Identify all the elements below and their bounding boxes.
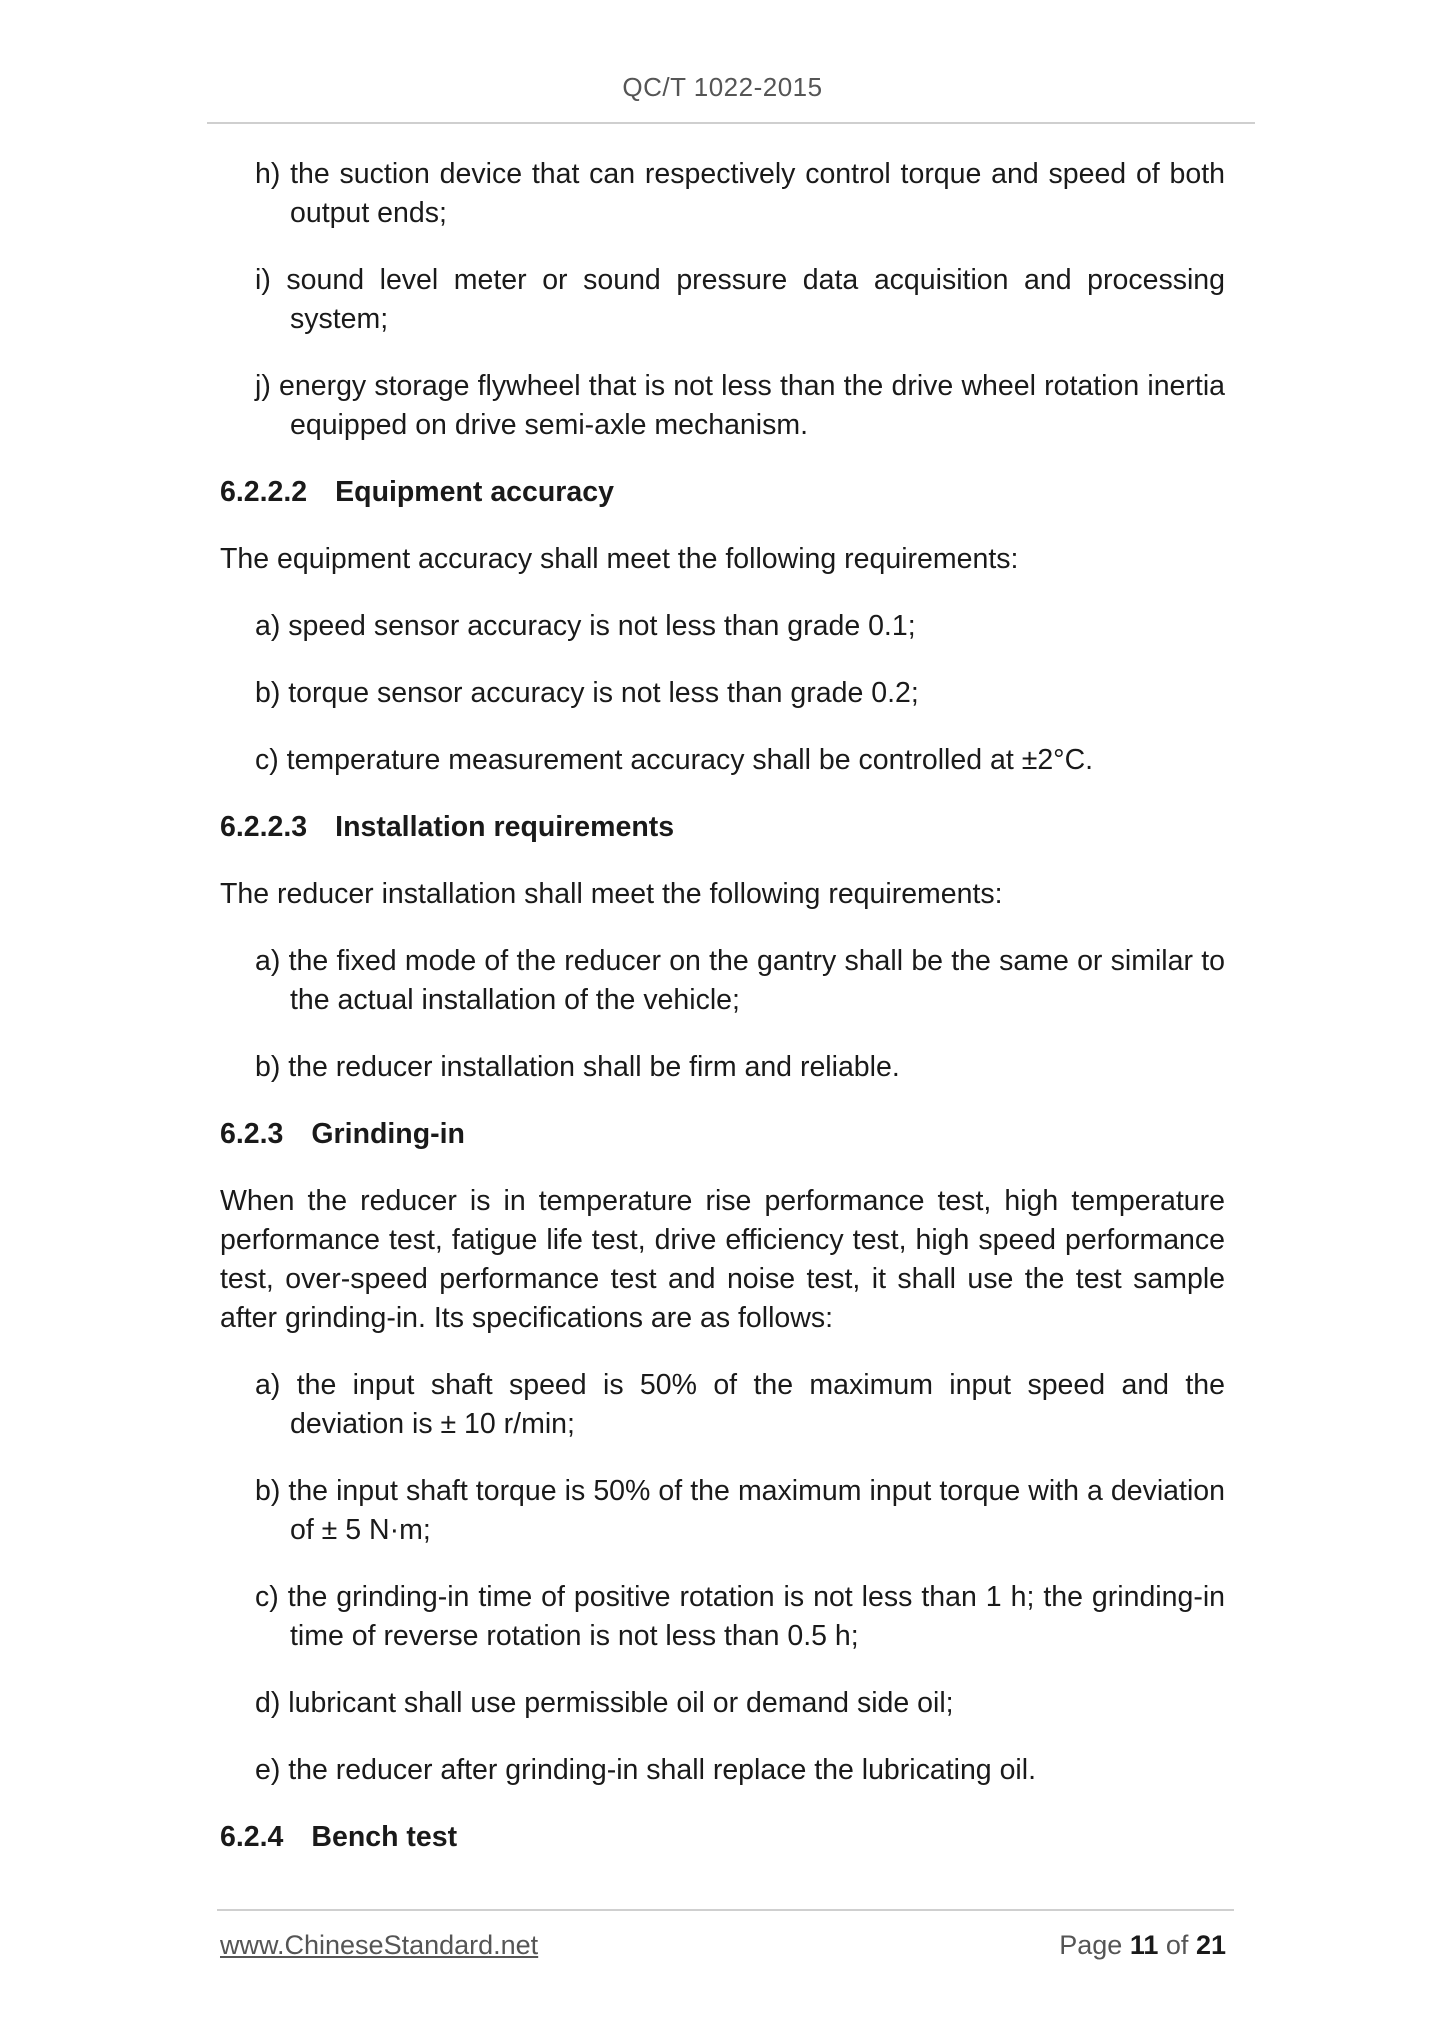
section-heading-6-2-4 [220,1818,1225,1857]
section-number: 6.2.2.2 [220,476,308,508]
section-number: 6.2.3 [220,1118,284,1150]
paragraph: The reducer installation shall meet the following requirements: [220,878,1003,910]
section-title: Bench test [311,1821,458,1853]
page-content [220,155,1225,1885]
footer-divider [217,1909,1234,1911]
section-heading-6-2-2-2 [220,473,1225,512]
list-item: b) the reducer installation shall be firm and reliable. [255,1051,900,1083]
list-item: a) the input shaft speed is 50% of the maximum input speed and the deviation is ± 10 r/min; [255,1369,1225,1440]
list-item: c) temperature measurement accuracy shall be controlled at ±2°C. [255,744,1094,776]
current-page: 11 [1129,1930,1159,1960]
page-indicator [1059,1930,1226,1961]
list-item: h) the suction device that can respectively control torque and speed of both output ends; [255,158,1225,229]
section-number: 6.2.2.3 [220,811,308,843]
page-label: Page [1059,1930,1123,1960]
section-title: Installation requirements [335,811,675,843]
header-divider [207,122,1255,124]
list-item: e) the reducer after grinding-in shall replace the lubricating oil. [255,1754,1037,1786]
paragraph: The equipment accuracy shall meet the following requirements: [220,543,1019,575]
section-title: Grinding-in [311,1118,465,1150]
section-title: Equipment accuracy [335,476,614,508]
list-item: d) lubricant shall use permissible oil or demand side oil; [255,1687,954,1719]
list-item: b) the input shaft torque is 50% of the maximum input torque with a deviation of ± 5 N·m; [255,1475,1225,1546]
paragraph: When the reducer is in temperature rise performance test, high temperature performance test, fatigue life test, drive efficiency test, high speed performance test, over-speed performance test and noise test, it shall use the test sample after grinding-in. Its specifications are as follows: [220,1185,1225,1334]
document-code-header: QC/T 1022-2015 [622,72,823,102]
section-heading-6-2-2-3 [220,808,1225,847]
list-item: c) the grinding-in time of positive rotation is not less than 1 h; the grinding-in time of reverse rotation is not less than 0.5 h; [255,1581,1225,1652]
list-item: b) torque sensor accuracy is not less than grade 0.2; [255,677,919,709]
list-item: i) sound level meter or sound pressure data acquisition and processing system; [255,264,1225,335]
list-item: a) the fixed mode of the reducer on the gantry shall be the same or similar to the actual installation of the vehicle; [255,945,1225,1016]
list-item: a) speed sensor accuracy is not less than grade 0.1; [255,610,916,642]
total-pages: 21 [1195,1930,1226,1960]
page-of-label: of [1165,1930,1189,1960]
section-number: 6.2.4 [220,1821,284,1853]
section-heading-6-2-3 [220,1115,1225,1154]
website-link[interactable]: www.ChineseStandard.net [220,1930,539,1960]
list-item: j) energy storage flywheel that is not less than the drive wheel rotation inertia equipped on drive semi-axle mechanism. [255,370,1225,441]
